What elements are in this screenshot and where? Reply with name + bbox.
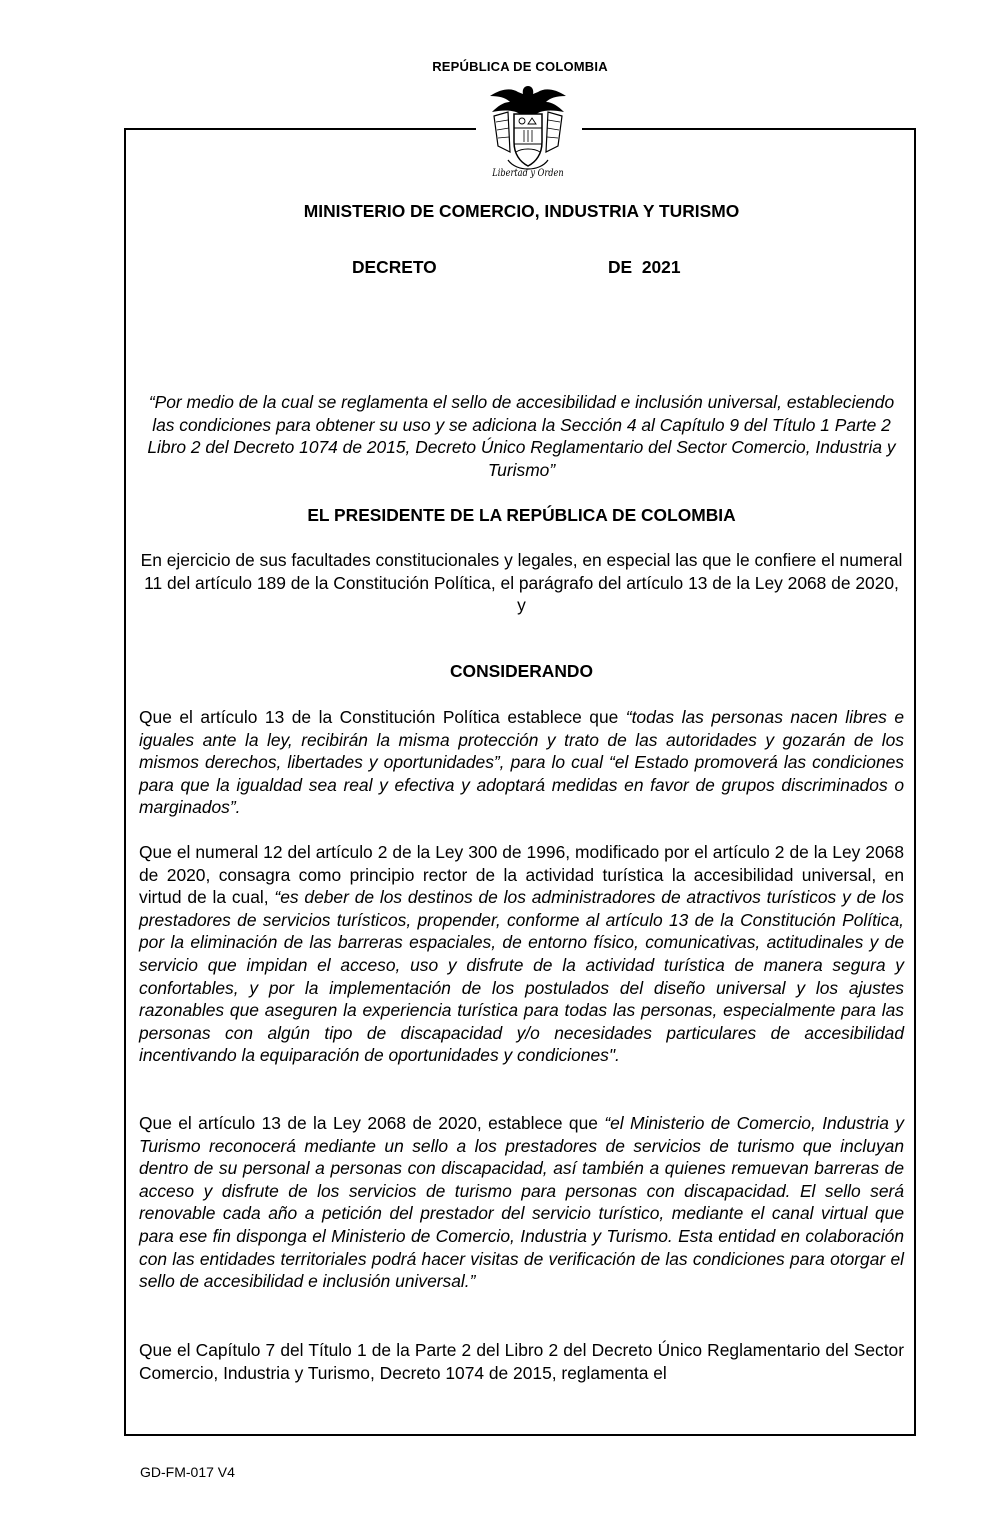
decree-year: DE 2021 — [608, 257, 681, 277]
considerando-paragraph-2 — [139, 841, 904, 1067]
form-code: GD-FM-017 V4 — [140, 1464, 235, 1480]
paragraph-quote: “es deber de los destinos de los administradores de atractivos turísticos y de los prestadores de servicios turísticos, propender, conforme al artículo 13 de la Constitución Política, por la eliminación de las barreras espaciales, de entorno físico, comunicativas, actitudinales y de servicio que impidan el acceso, uso y disfrute de la actividad turística de manera segura y confortables, y por la implementación de los postulados del diseño universal y los ajustes razonables que aseguren la experiencia turística para todas las personas, especialmente para las personas con algún tipo de discapacidad y/o necesidades particulares de accesibilidad incentivando la equiparación de oportunidades y condiciones". — [139, 887, 904, 1066]
paragraph-lead: Que el numeral 12 del artículo 2 de la Ley 300 de 1996, modificado por el artículo 2 de la Ley 2068 de 2020, consagra como principio rector de la actividad turística la accesibilidad universal, en virtud de la cual, — [139, 842, 904, 908]
paragraph-lead: Que el artículo 13 de la Ley 2068 de 2020, establece que — [139, 1113, 605, 1133]
frame-top-left-line — [124, 128, 476, 130]
country-header: REPÚBLICA DE COLOMBIA — [432, 59, 608, 74]
frame-top-right-line — [582, 128, 916, 130]
decree-label: DECRETO — [352, 257, 437, 277]
seal-motto: Libertad y Orden — [492, 168, 564, 179]
president-heading: EL PRESIDENTE DE LA REPÚBLICA DE COLOMBIA — [307, 505, 736, 525]
faculties-paragraph: En ejercicio de sus facultades constitucionales y legales, en especial las que le confiere el numeral 11 del artículo 189 de la Constitución Política, el parágrafo del artículo 13 de la Ley 2068 de 2020, y — [140, 550, 903, 616]
considerando-heading: CONSIDERANDO — [450, 661, 593, 681]
ministry-title: MINISTERIO DE COMERCIO, INDUSTRIA Y TURISMO — [303, 201, 740, 221]
decree-subtitle: “Por medio de la cual se reglamenta el sello de accesibilidad e inclusión universal, estableciendo las condiciones para obtener su uso y se adiciona la Sección 4 al Capítulo 9 del Título 1 Parte 2 Libro 2 del Decreto 1074 de 2015, Decreto Único Reglamentario del Sector Comercio, Industria y Turismo” — [147, 392, 896, 480]
considerando-paragraph-4: Que el Capítulo 7 del Título 1 de la Parte 2 del Libro 2 del Decreto Único Reglamentario del Sector Comercio, Industria y Turismo, Decreto 1074 de 2015, reglamenta el — [139, 1340, 904, 1383]
paragraph-quote: “todas las personas nacen libres e iguales ante la ley, recibirán la misma protección y trato de las autoridades y gozarán de los mismos derechos, libertades y oportunidades”, para lo cual “el Estado promoverá las condiciones para que la igualdad sea real y efectiva y adoptará medidas en favor de grupos discriminados o marginados”. — [139, 707, 904, 818]
paragraph-lead: Que el artículo 13 de la Constitución Política establece que — [139, 707, 626, 727]
paragraph-quote: “el Ministerio de Comercio, Industria y Turismo reconocerá mediante un sello a los prestadores de servicios de turismo que incluyan dentro de su personal a personas con discapacidad, así también a quienes remuevan barreras de acceso y disfrute de los servicios de turismo para personas con discapacidad. El sello será renovable cada año a petición del prestador del servicio turístico, mediante el canal virtual que para ese fin disponga el Ministerio de Comercio, Industria y Turismo. Esta entidad en colaboración con las entidades territoriales podrá hacer visitas de verificación de las condiciones para otorgar el sello de accesibilidad e inclusión universal.” — [139, 1113, 904, 1292]
considerando-paragraph-3 — [139, 1112, 904, 1293]
considerando-paragraph-1 — [139, 706, 904, 819]
